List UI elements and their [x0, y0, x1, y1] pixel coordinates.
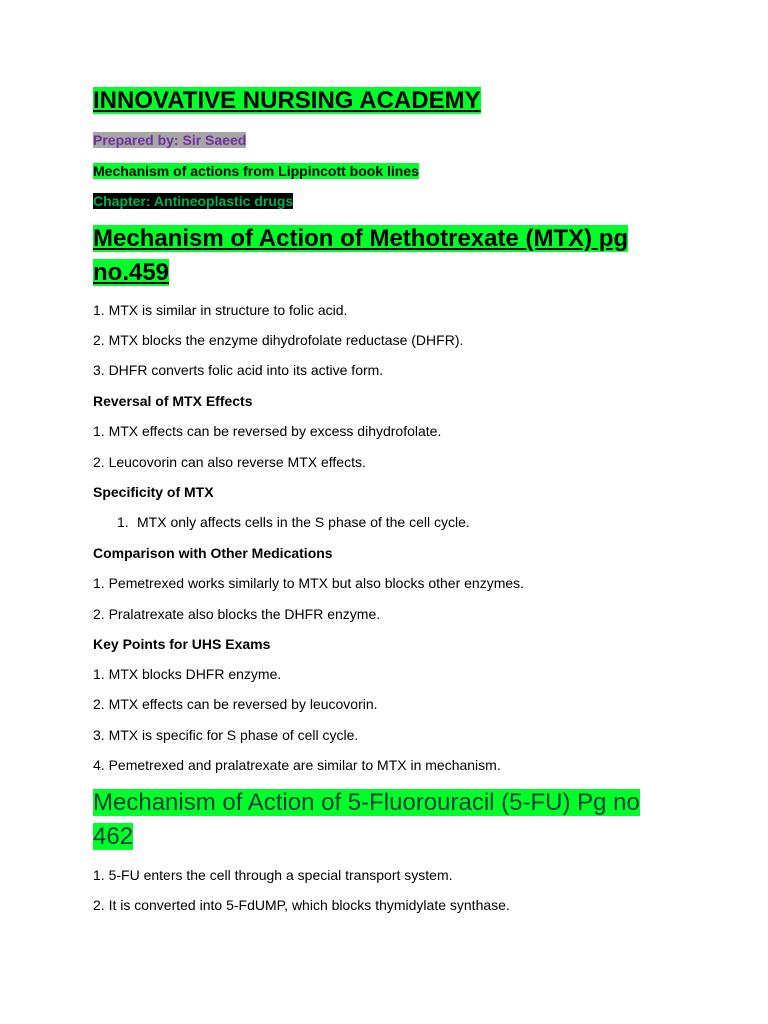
section-heading-mtx [93, 222, 653, 290]
academy-title [93, 86, 481, 116]
fu-point-2: 2. It is converted into 5-FdUMP, which blocks thymidylate synthase. [93, 897, 510, 913]
specificity-item-number: 1. [117, 514, 129, 530]
mtx-point-3: 3. DHFR converts folic acid into its active form. [93, 362, 384, 378]
comparison-point-2: 2. Pralatrexate also blocks the DHFR enzyme. [93, 606, 381, 622]
keypoint-2: 2. MTX effects can be reversed by leucovorin. [93, 696, 378, 712]
chapter-line [93, 192, 293, 210]
specificity-item-text: MTX only affects cells in the S phase of the cell cycle. [137, 514, 470, 530]
mtx-point-2: 2. MTX blocks the enzyme dihydrofolate reductase (DHFR). [93, 332, 464, 348]
keypoint-3: 3. MTX is specific for S phase of cell cycle. [93, 727, 359, 743]
mechanism-source-text: Mechanism of actions from Lippincott book lines [93, 163, 419, 179]
academy-title-text: INNOVATIVE NURSING ACADEMY [93, 87, 481, 114]
keypoint-1: 1. MTX blocks DHFR enzyme. [93, 666, 282, 682]
chapter-text: Chapter: Antineoplastic drugs [93, 193, 294, 209]
keypoints-heading: Key Points for UHS Exams [93, 636, 271, 652]
reversal-heading: Reversal of MTX Effects [93, 393, 253, 409]
fu-point-1: 1. 5-FU enters the cell through a special transport system. [93, 867, 453, 883]
prepared-by-text: Prepared by: Sir Saeed [93, 132, 247, 148]
comparison-point-1: 1. Pemetrexed works similarly to MTX but also blocks other enzymes. [93, 575, 525, 591]
specificity-heading: Specificity of MTX [93, 484, 214, 500]
prepared-by [93, 131, 246, 149]
reversal-point-1: 1. MTX effects can be reversed by excess dihydrofolate. [93, 423, 442, 439]
reversal-point-2: 2. Leucovorin can also reverse MTX effects. [93, 454, 366, 470]
section-heading-5fu-text: Mechanism of Action of 5-Fluorouracil (5-FU) Pg no 462 [93, 789, 640, 850]
section-heading-5fu [93, 786, 663, 854]
comparison-heading: Comparison with Other Medications [93, 545, 333, 561]
mtx-point-1: 1. MTX is similar in structure to folic acid. [93, 302, 348, 318]
keypoint-4: 4. Pemetrexed and pralatrexate are similar to MTX in mechanism. [93, 757, 501, 773]
section-heading-mtx-text: Mechanism of Action of Methotrexate (MTX) pg no.459 [93, 225, 629, 286]
specificity-list-item [93, 513, 470, 531]
mechanism-source-line [93, 162, 419, 180]
